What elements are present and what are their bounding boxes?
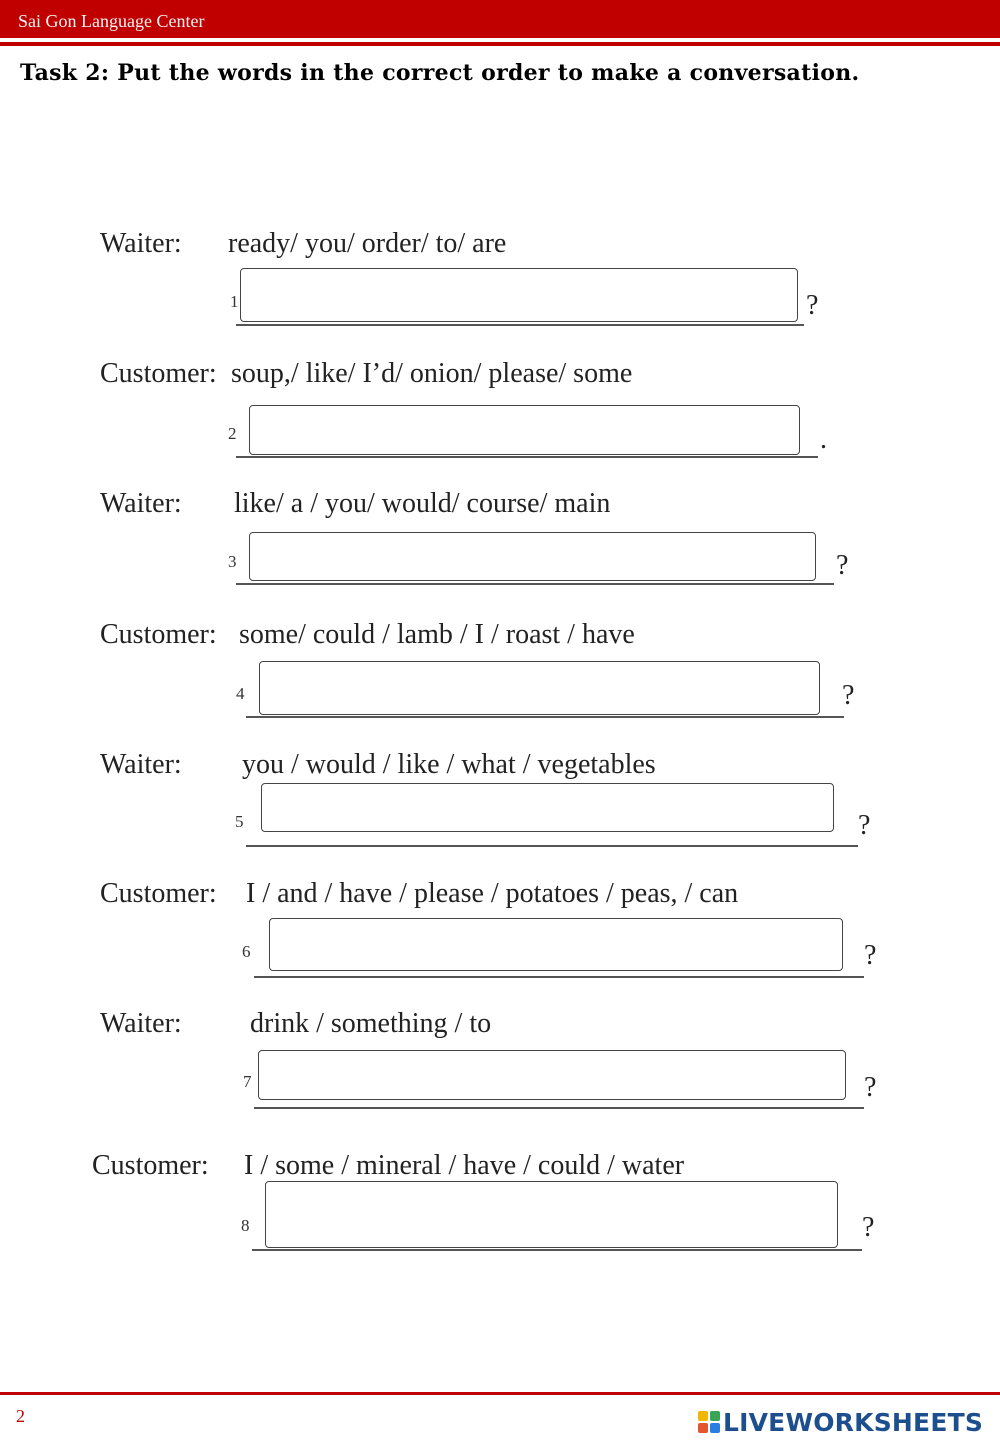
answer-input-8[interactable] <box>265 1181 838 1248</box>
answer-input-3[interactable] <box>249 532 816 581</box>
word-prompt: I / some / mineral / have / could / water <box>244 1150 685 1181</box>
question-number: 5 <box>235 812 244 831</box>
answer-input-2[interactable] <box>249 405 800 455</box>
end-punctuation: ? <box>864 940 877 971</box>
answer-input-1[interactable] <box>240 268 798 322</box>
speaker-label: Customer: <box>100 619 217 650</box>
end-punctuation: ? <box>858 810 871 841</box>
end-punctuation: . <box>820 424 827 455</box>
question-number: 3 <box>228 552 237 571</box>
end-punctuation: ? <box>806 290 819 321</box>
question-number: 8 <box>241 1216 250 1235</box>
word-prompt: ready/ you/ order/ to/ are <box>228 228 507 259</box>
task-title: Task 2: Put the words in the correct order to make a conversation. <box>20 60 860 86</box>
word-prompt: soup,/ like/ I’d/ onion/ please/ some <box>231 358 633 389</box>
word-prompt: I / and / have / please / potatoes / peas, / can <box>246 878 739 909</box>
answer-underline <box>236 324 804 326</box>
answer-underline <box>254 1107 864 1109</box>
answer-input-6[interactable] <box>269 918 843 971</box>
question-number: 7 <box>243 1072 252 1091</box>
liveworksheets-logo-icon <box>697 1410 721 1434</box>
end-punctuation: ? <box>836 550 849 581</box>
answer-input-5[interactable] <box>261 783 834 832</box>
answer-underline <box>254 976 864 978</box>
answer-underline <box>246 716 844 718</box>
end-punctuation: ? <box>862 1212 875 1243</box>
liveworksheets-logo <box>697 1407 983 1437</box>
word-prompt: like/ a / you/ would/ course/ main <box>234 488 611 519</box>
question-number: 1 <box>230 292 239 311</box>
speaker-label: Customer: <box>92 1150 209 1181</box>
question-number: 6 <box>242 942 251 961</box>
end-punctuation: ? <box>864 1072 877 1103</box>
answer-input-4[interactable] <box>259 661 820 715</box>
word-prompt: drink / something / to <box>250 1008 492 1039</box>
answer-underline <box>236 456 818 458</box>
word-prompt: you / would / like / what / vegetables <box>242 749 656 780</box>
speaker-label: Waiter: <box>100 1008 182 1039</box>
answer-underline <box>246 845 858 847</box>
page-number: 2 <box>16 1406 25 1426</box>
speaker-label: Waiter: <box>100 228 182 259</box>
word-prompt: some/ could / lamb / I / roast / have <box>239 619 635 650</box>
logo-text: LIVEWORKSHEETS <box>723 1407 984 1437</box>
header-title: Sai Gon Language Center <box>18 11 205 31</box>
answer-underline <box>252 1249 862 1251</box>
answer-input-7[interactable] <box>258 1050 846 1100</box>
speaker-label: Waiter: <box>100 749 182 780</box>
question-number: 4 <box>236 684 245 703</box>
speaker-label: Customer: <box>100 878 217 909</box>
speaker-label: Waiter: <box>100 488 182 519</box>
speaker-label: Customer: <box>100 358 217 389</box>
question-number: 2 <box>228 424 237 443</box>
footer-divider <box>0 1392 1000 1395</box>
answer-underline <box>236 583 834 585</box>
end-punctuation: ? <box>842 680 855 711</box>
